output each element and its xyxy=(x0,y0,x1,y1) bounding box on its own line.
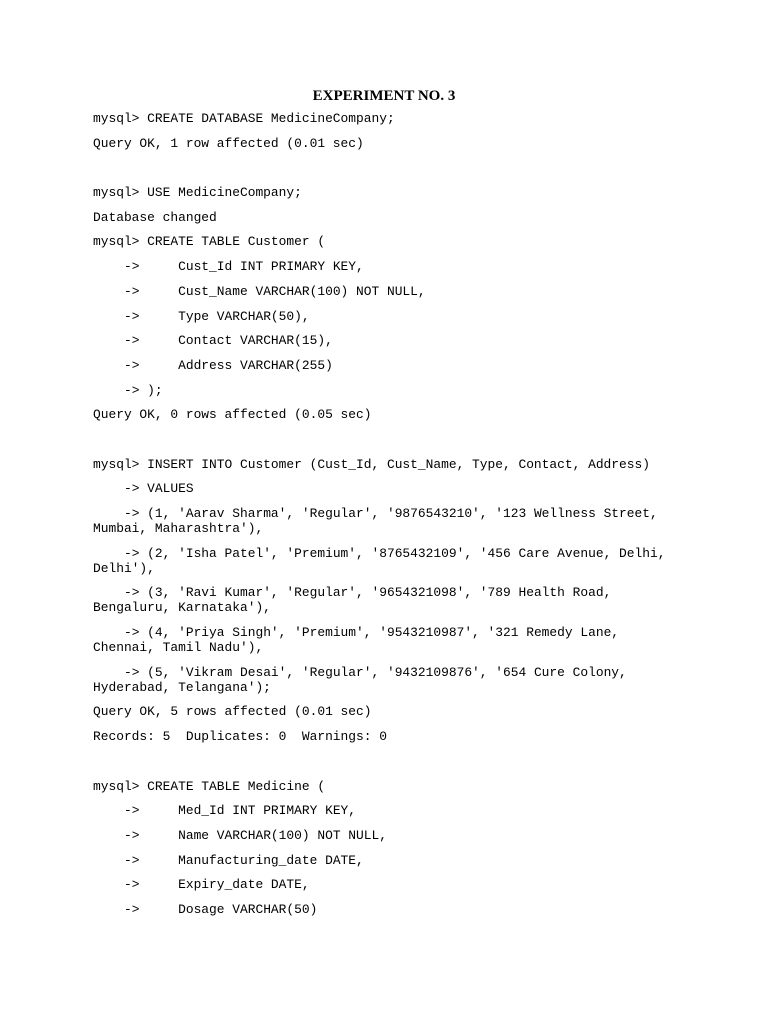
transcript-line: -> (1, 'Aarav Sharma', 'Regular', '9876543210', '123 Wellness Street, Mumbai, Maharashtra'), xyxy=(93,506,658,536)
transcript-line: mysql> USE MedicineCompany; xyxy=(93,185,302,201)
transcript-line: -> Cust_Id INT PRIMARY KEY, xyxy=(93,259,364,275)
transcript-line: -> Manufacturing_date DATE, xyxy=(93,852,364,868)
page-title: EXPERIMENT NO. 3 xyxy=(312,88,456,104)
transcript-line: -> Name VARCHAR(100) NOT NULL, xyxy=(93,827,387,843)
transcript-line: Query OK, 1 row affected (0.01 sec) xyxy=(93,135,364,151)
transcript-line: mysql> CREATE TABLE Medicine ( xyxy=(93,778,326,794)
transcript-line: Database changed xyxy=(93,209,217,225)
transcript-line: -> Type VARCHAR(50), xyxy=(93,308,310,324)
transcript-line: -> ); xyxy=(93,382,163,398)
transcript-line: -> (5, 'Vikram Desai', 'Regular', '9432109876', '654 Cure Colony, Hyderabad, Telangana'); xyxy=(93,664,627,695)
transcript-line: -> Contact VARCHAR(15), xyxy=(93,333,333,349)
transcript-line: -> Cust_Name VARCHAR(100) NOT NULL, xyxy=(93,283,426,299)
transcript-line: -> (4, 'Priya Singh', 'Premium', '9543210987', '321 Remedy Lane, Chennai, Tamil Nadu'), xyxy=(93,625,620,656)
blank-line xyxy=(93,160,693,175)
transcript-line: Records: 5 Duplicates: 0 Warnings: 0 xyxy=(93,729,387,745)
blank-line xyxy=(93,754,693,769)
transcript-line: -> (2, 'Isha Patel', 'Premium', '8765432109', '456 Care Avenue, Delhi, Delhi'), xyxy=(93,545,666,576)
transcript-line: mysql> CREATE DATABASE MedicineCompany; xyxy=(93,111,395,126)
transcript-line: -> Dosage VARCHAR(50) xyxy=(93,901,318,917)
transcript-line: -> (3, 'Ravi Kumar', 'Regular', '9654321098', '789 Health Road, Bengaluru, Karnataka'), xyxy=(93,585,612,616)
transcript-line: -> VALUES xyxy=(93,481,194,497)
blank-line xyxy=(93,432,693,447)
transcript-line: mysql> INSERT INTO Customer (Cust_Id, Cust_Name, Type, Contact, Address) xyxy=(93,456,650,472)
transcript-line: -> Med_Id INT PRIMARY KEY, xyxy=(93,803,357,819)
transcript-line: -> Expiry_date DATE, xyxy=(93,877,310,893)
sql-transcript xyxy=(93,111,693,927)
transcript-line: Query OK, 0 rows affected (0.05 sec) xyxy=(93,407,372,423)
transcript-line: mysql> CREATE TABLE Customer ( xyxy=(93,234,326,250)
transcript-line: -> Address VARCHAR(255) xyxy=(93,357,333,373)
transcript-line: Query OK, 5 rows affected (0.01 sec) xyxy=(93,704,372,720)
